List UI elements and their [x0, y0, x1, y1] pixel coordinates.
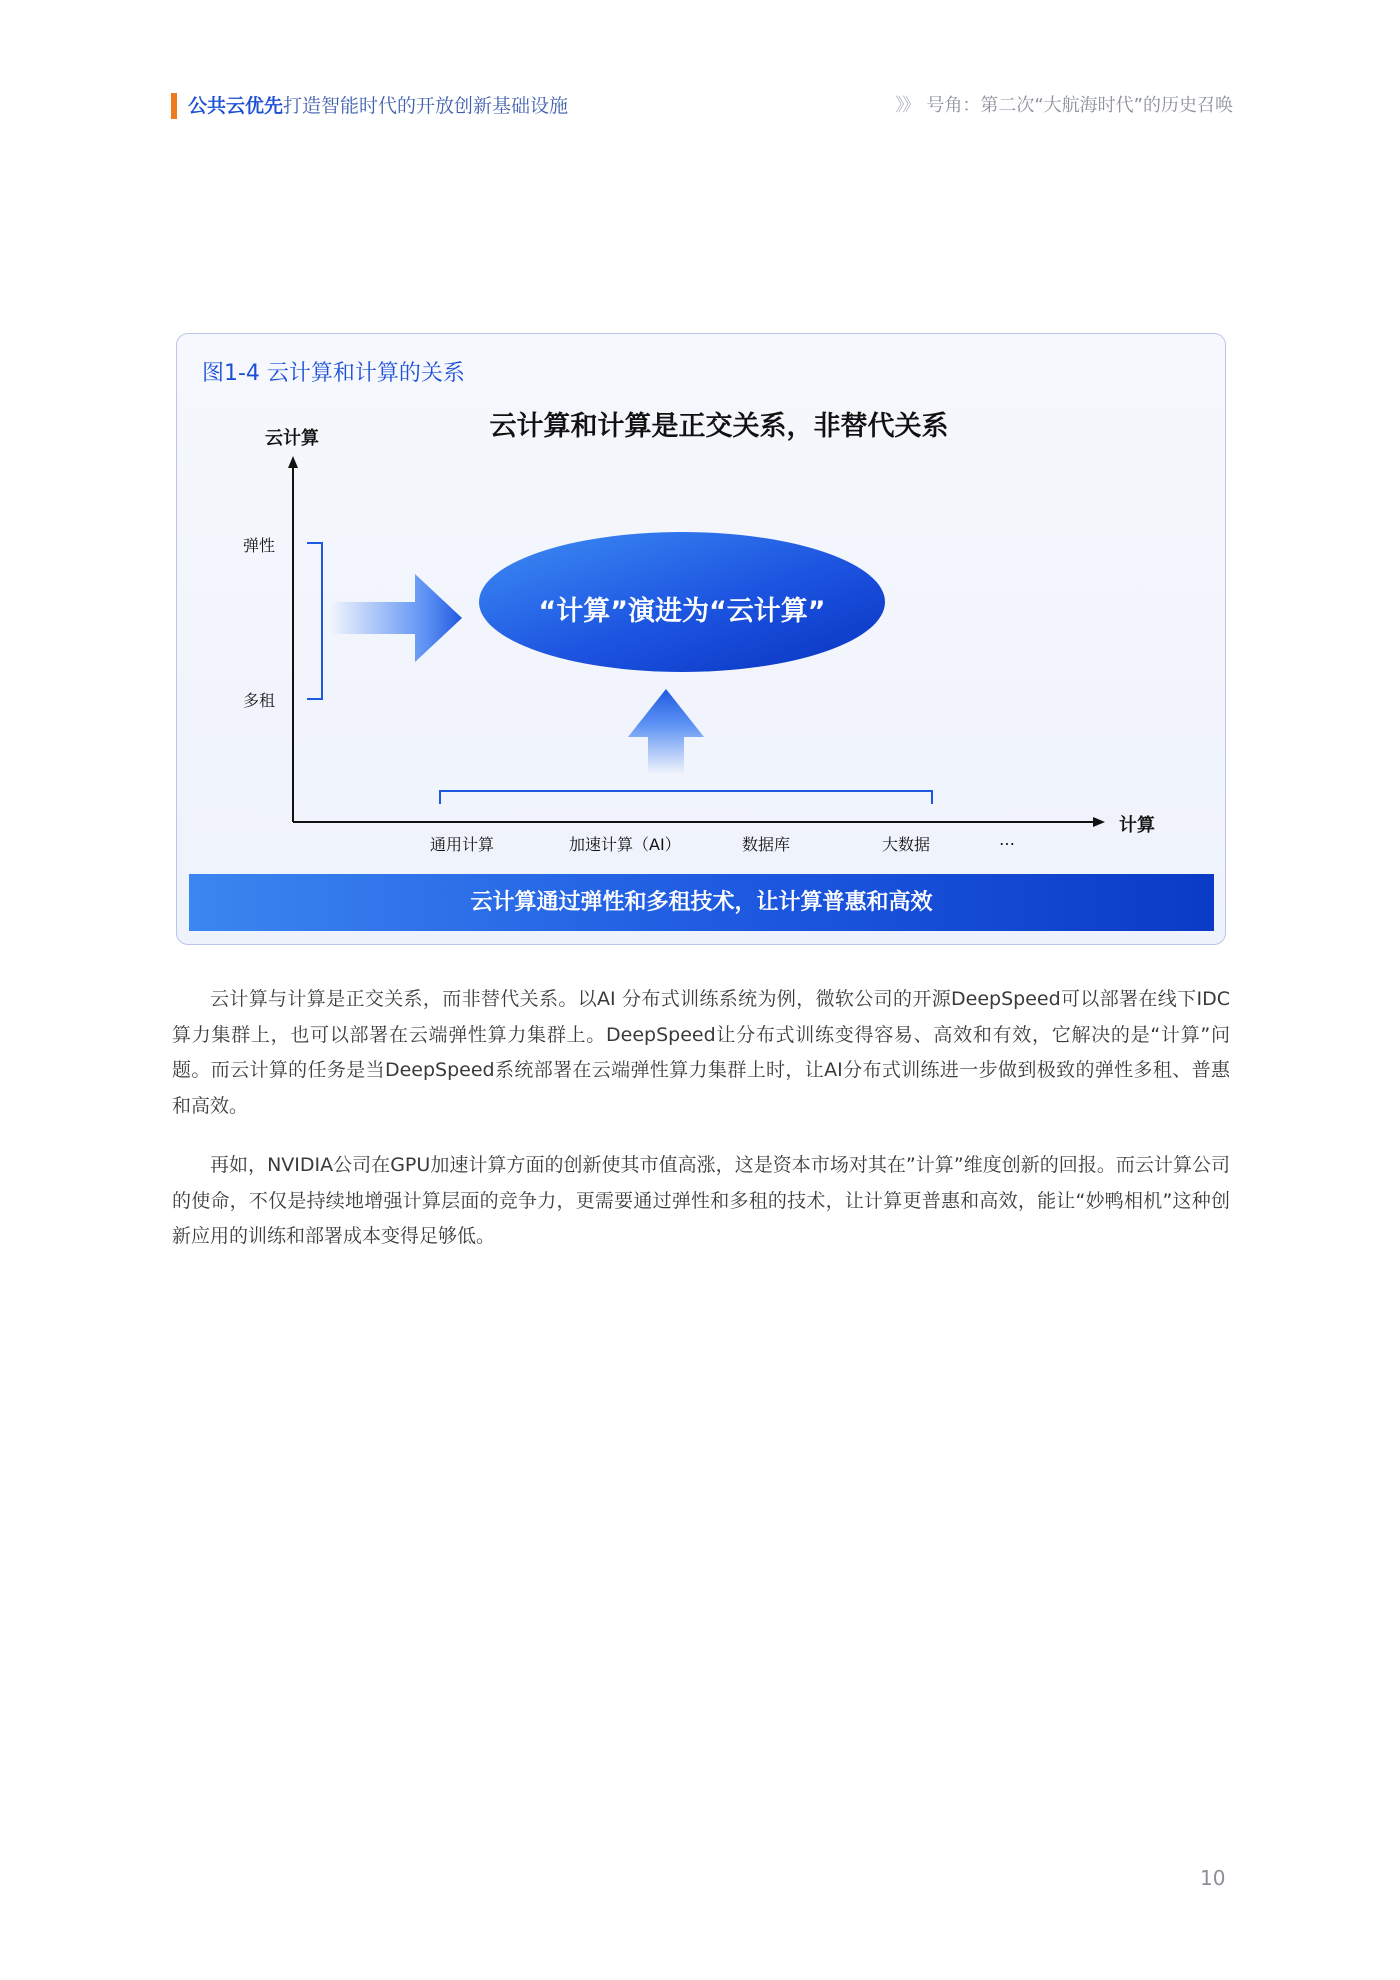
x-item-accelerated-compute: 加速计算（AI）	[569, 835, 681, 854]
header-title	[188, 91, 568, 121]
ellipse-label: “计算”演进为“云计算”	[538, 596, 826, 627]
y-item-multitenant: 多租	[243, 691, 276, 710]
x-bracket	[440, 791, 932, 804]
header-section	[895, 91, 1233, 121]
page-number: 10	[1200, 1866, 1226, 1890]
y-axis-label: 云计算	[265, 428, 319, 449]
x-axis-arrowhead-icon	[1093, 817, 1105, 827]
x-item-ellipsis: …	[999, 830, 1015, 849]
y-item-elastic: 弹性	[243, 536, 276, 555]
y-bracket	[307, 543, 322, 699]
x-axis-label: 计算	[1119, 815, 1155, 836]
arrow-up-icon	[628, 689, 704, 774]
x-item-database: 数据库	[742, 835, 791, 854]
body-paragraph-1: 云计算与计算是正交关系，而非替代关系。以AI 分布式训练系统为例，微软公司的开源DeepSpeed可以部署在线下IDC算力集群上，也可以部署在云端弹性算力集群上。DeepSpeed让分布式训练变得容易、高效和有效，它解决的是“计算”问题。而云计算的任务是当DeepSpeed系统部署在云端弹性算力集群上时，让AI分布式训练进一步做到极致的弹性多租、普惠和高效。	[172, 988, 1230, 1117]
header-title-rest: 打造智能时代的开放创新基础设施	[283, 95, 569, 117]
arrow-right-icon	[330, 574, 462, 662]
header-section-title: 号角：第二次“大航海时代”的历史召唤	[926, 95, 1233, 116]
figure-title: 云计算和计算是正交关系，非替代关系	[489, 411, 949, 442]
header-title-bold: 公共云优先	[188, 95, 284, 117]
body-paragraph-2: 再如，NVIDIA公司在GPU加速计算方面的创新使其市值高涨，这是资本市场对其在”计算”维度创新的回报。而云计算公司的使命，不仅是持续地增强计算层面的竞争力，更需要通过弹性和多租的技术，让计算更普惠和高效，能让“妙鸭相机”这种创新应用的训练和部署成本变得足够低。	[172, 1154, 1230, 1247]
figure-banner: 云计算通过弹性和多租技术，让计算普惠和高效	[189, 874, 1214, 931]
figure-box	[176, 333, 1226, 945]
chevron-right-icon: 》》	[895, 95, 919, 116]
x-item-big-data: 大数据	[882, 835, 931, 854]
x-item-general-compute: 通用计算	[430, 835, 495, 854]
figure-diagram	[177, 334, 1227, 946]
y-axis-arrowhead-icon	[288, 456, 298, 468]
header-accent-bar	[171, 93, 177, 119]
figure-caption: 图1-4 云计算和计算的关系	[202, 361, 465, 386]
